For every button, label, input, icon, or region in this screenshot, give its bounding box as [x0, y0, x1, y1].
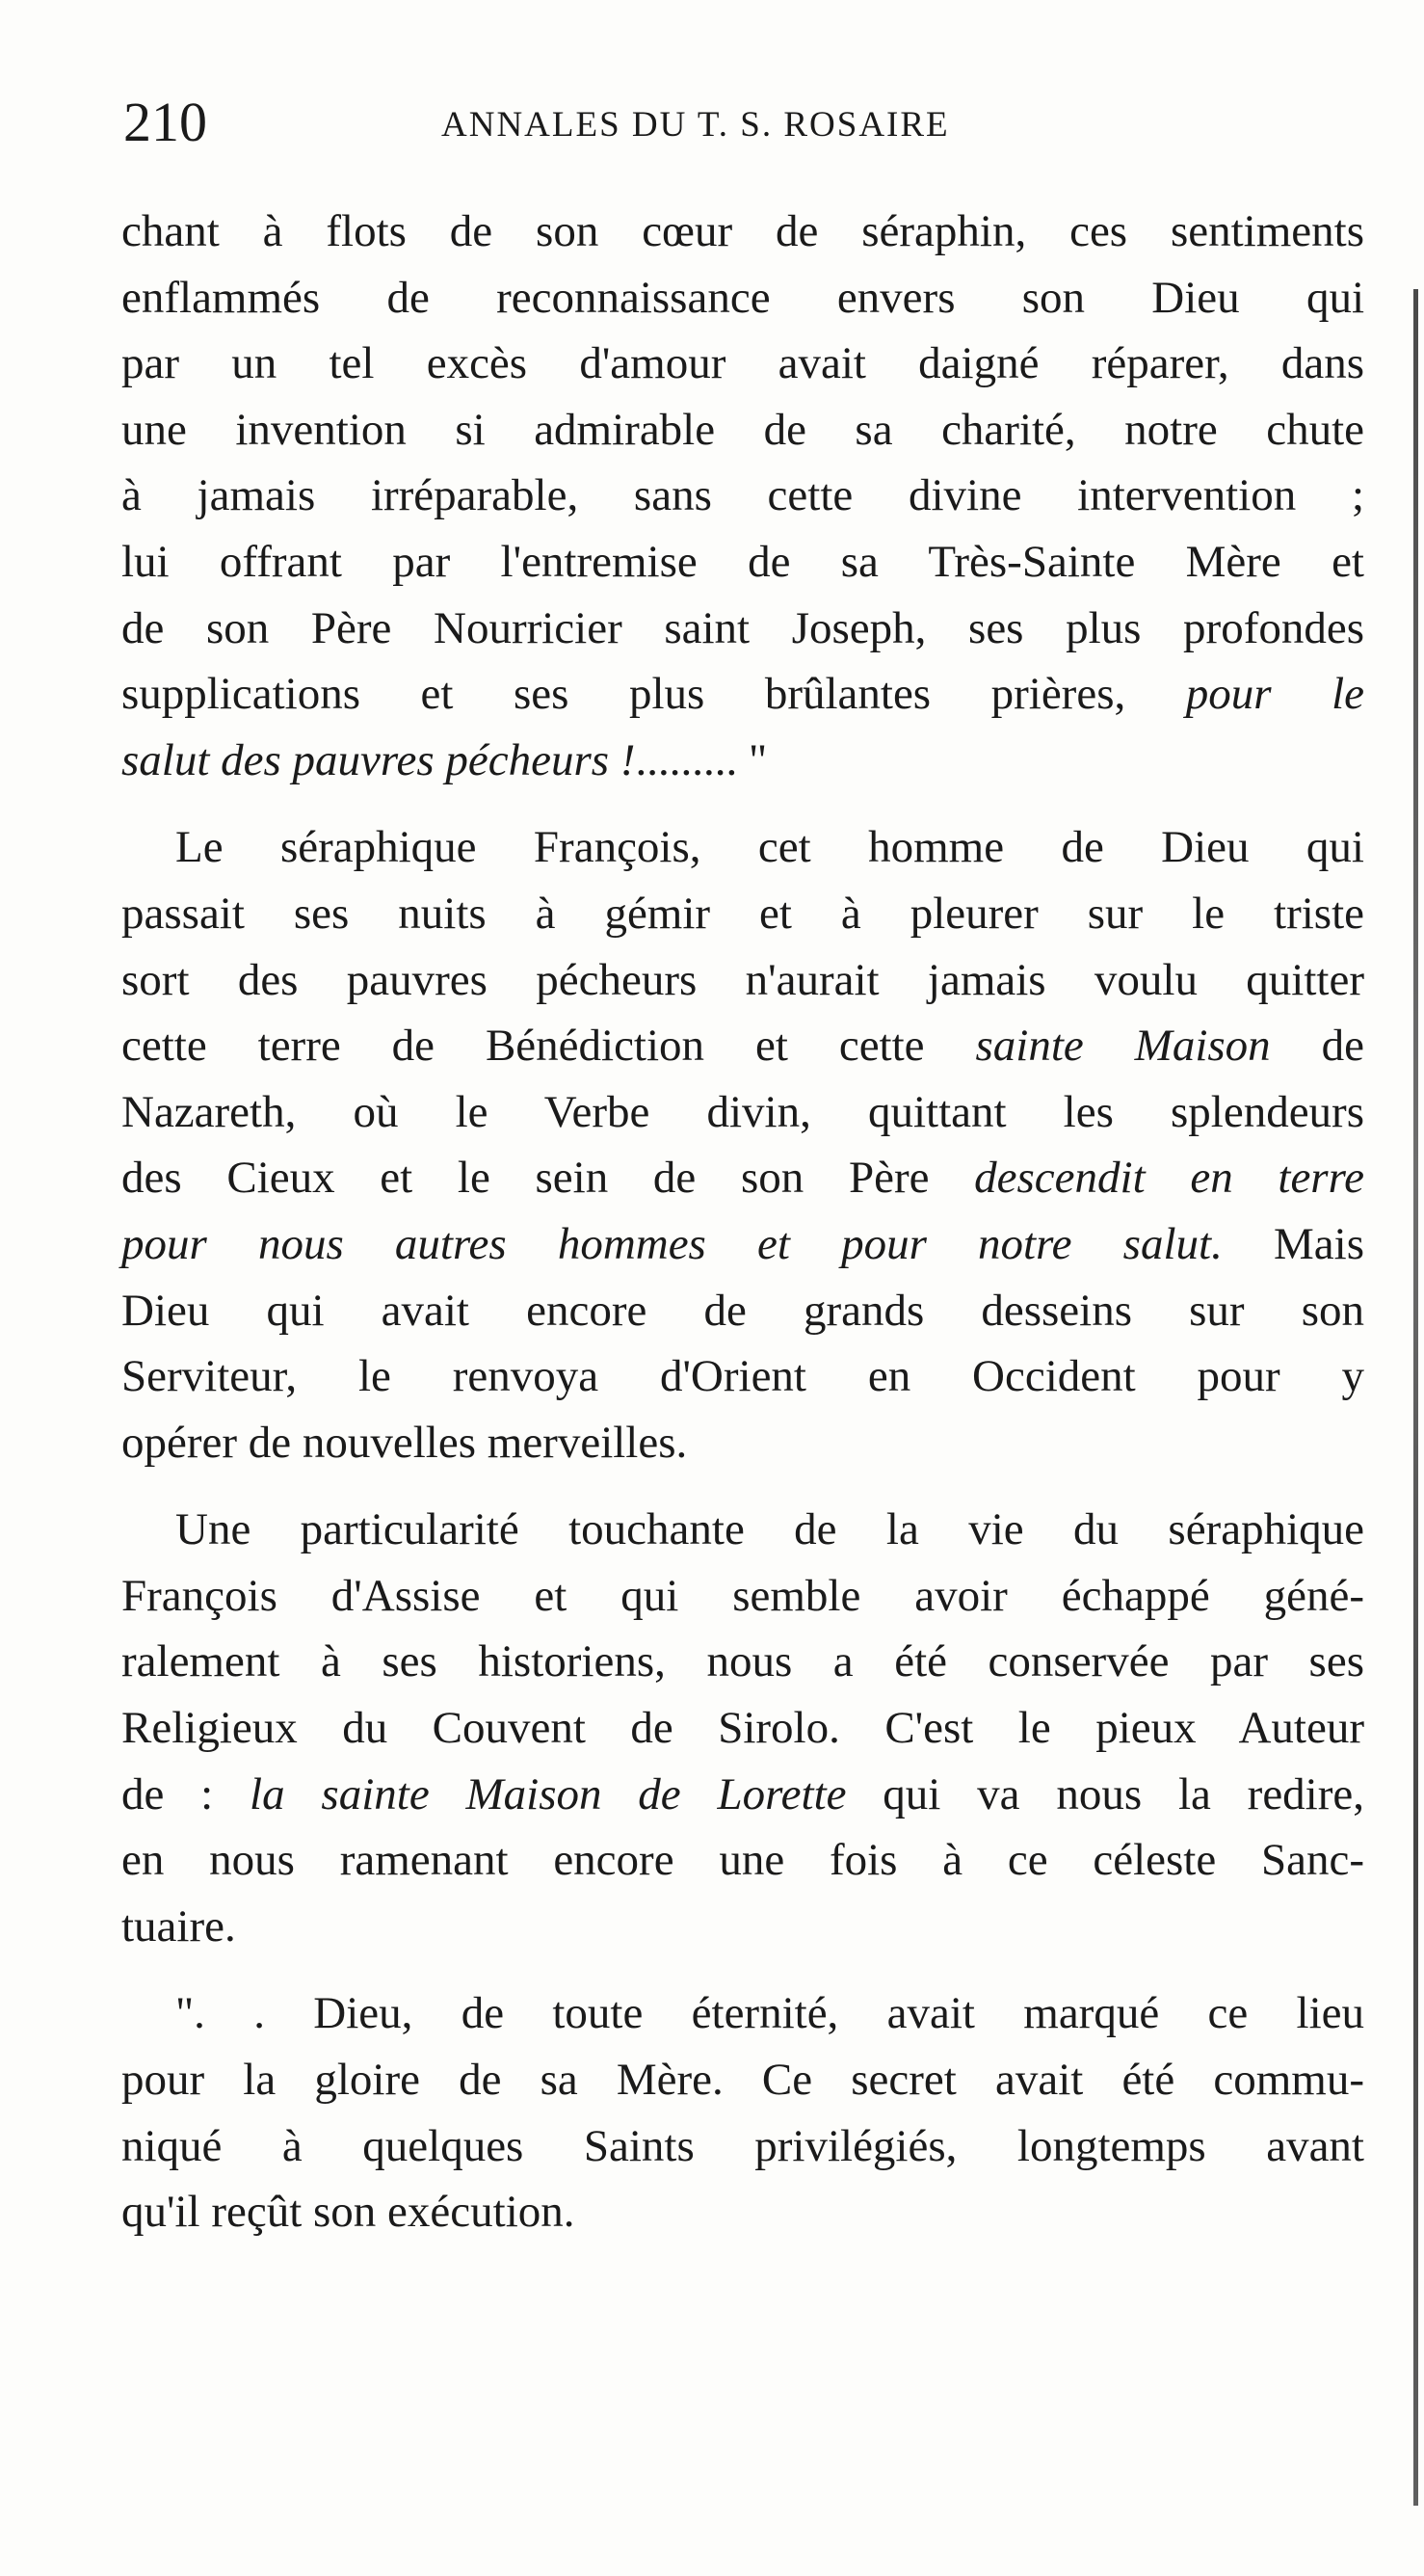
text-line: par un tel excès d'amour avait daigné réparer, dans: [121, 338, 1364, 389]
text-line: Religieux du Couvent de Sirolo. C'est le pieux Auteur: [121, 1703, 1364, 1754]
text-line: qu'il reçût son exécution.: [121, 2187, 575, 2238]
text-line: ralement à ses historiens, nous a été conservée par ses: [121, 1636, 1364, 1687]
text-line: une invention si admirable de sa charité, notre chute: [121, 404, 1364, 455]
italic-text: pour nous autres hommes et pour notre salut.: [121, 1218, 1223, 1269]
text-line: chant à flots de son cœur de séraphin, ces sentiments: [121, 206, 1364, 256]
text-line: de : la sainte Maison de Lorette qui va nous la redire,: [121, 1768, 1365, 1819]
italic-text: pour le: [1185, 669, 1364, 720]
italic-text: la sainte Maison de Lorette: [250, 1768, 847, 1819]
text-line: supplications et ses plus brûlantes prières, pour le: [121, 669, 1364, 720]
text-line: lui offrant par l'entremise de sa Très-Sainte Mère et: [121, 536, 1364, 587]
page-edge-shadow: [1413, 289, 1418, 2506]
body-text: [121, 199, 1364, 2267]
paragraph-1: [121, 199, 1364, 793]
text-line: de son Père Nourricier saint Joseph, ses plus profondes: [121, 602, 1364, 653]
text-line: ". . Dieu, de toute éternité, avait marqué ce lieu: [175, 1988, 1364, 2039]
text-line: François d'Assise et qui semble avoir échappé géné-: [121, 1570, 1364, 1621]
text-line: Nazareth, où le Verbe divin, quittant les splendeurs: [121, 1086, 1364, 1137]
text-line: Serviteur, le renvoya d'Orient en Occident pour y: [121, 1351, 1364, 1402]
text-line: niqué à quelques Saints privilégiés, longtemps avant: [121, 2120, 1364, 2171]
paragraph-2: [121, 814, 1364, 1475]
text-line: opérer de nouvelles merveilles.: [121, 1417, 688, 1468]
text-line: passait ses nuits à gémir et à pleurer sur le triste: [121, 888, 1364, 939]
text-line: Une particularité touchante de la vie du séraphique: [175, 1504, 1364, 1555]
text-line: pour nous autres hommes et pour notre salut. Mais: [121, 1218, 1364, 1269]
running-title: ANNALES DU T. S. ROSAIRE: [441, 105, 950, 145]
text-line: salut des pauvres pécheurs !......... ": [121, 734, 768, 785]
text-line: cette terre de Bénédiction et cette sainte Maison de: [121, 1021, 1364, 1072]
text-line: à jamais irréparable, sans cette divine intervention ;: [121, 470, 1364, 521]
text-line: Le séraphique François, cet homme de Dieu qui: [175, 822, 1364, 873]
text-line: en nous ramenant encore une fois à ce céleste Sanc-: [121, 1835, 1364, 1886]
text-line: des Cieux et le sein de son Père descendit en terre: [121, 1153, 1365, 1204]
text-line: enflammés de reconnaissance envers son Dieu qui: [121, 272, 1364, 323]
page-number: 210: [123, 91, 207, 153]
italic-text: salut des pauvres pécheurs !: [121, 734, 636, 785]
paragraph-4: [121, 1980, 1364, 2244]
italic-text: sainte Maison: [975, 1021, 1271, 1072]
text-line: pour la gloire de sa Mère. Ce secret avait été commu-: [121, 2055, 1364, 2106]
text-line: tuaire.: [121, 1900, 236, 1952]
paragraph-3: [121, 1497, 1364, 1959]
text-line: Dieu qui avait encore de grands desseins sur son: [121, 1285, 1364, 1336]
italic-text: descendit en terre: [974, 1153, 1365, 1204]
text-line: sort des pauvres pécheurs n'aurait jamais voulu quitter: [121, 954, 1364, 1005]
page-header: [123, 89, 1366, 156]
